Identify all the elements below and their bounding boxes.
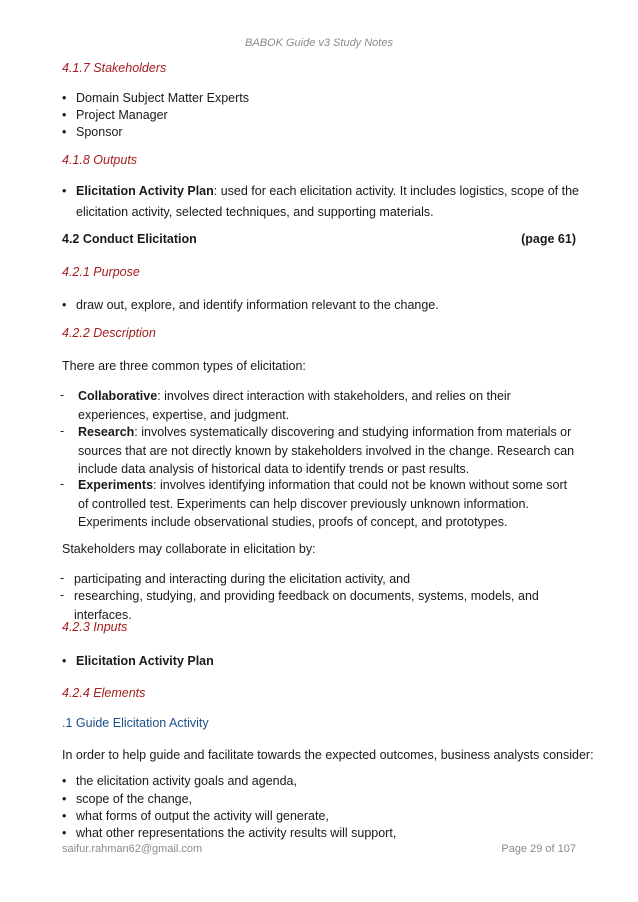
section-heading-4-2-2: 4.2.2 Description [62, 326, 156, 340]
list-item [62, 123, 582, 142]
section-heading-4-2-1: 4.2.1 Purpose [62, 265, 140, 279]
dash-marker: - [60, 477, 65, 491]
list-item [62, 772, 582, 791]
dash-marker: - [60, 588, 65, 602]
list-item-text: what other representations the activity results will support, [76, 826, 397, 840]
list-item-text: Project Manager [76, 108, 168, 122]
bullet-marker: • [62, 91, 67, 105]
paragraph: In order to help guide and facilitate towards the expected outcomes, business analysts consider: [62, 748, 594, 762]
list-item-text: Elicitation Activity Plan: used for each elicitation activity. It includes logistics, scope of the elicitation activity, selected techniques, and supporting materials. [76, 184, 579, 219]
section-heading-4-2 [62, 232, 576, 246]
bullet-marker: • [62, 809, 67, 823]
term: Elicitation Activity Plan [76, 654, 214, 668]
list-item [62, 824, 582, 843]
bullet-marker: • [62, 792, 67, 806]
list-item [62, 652, 582, 671]
list-item-text: researching, studying, and providing feedback on documents, systems, models, and interfaces. [74, 589, 539, 622]
term: Research [78, 425, 135, 439]
list-item-text [76, 652, 582, 671]
list-item-text: the elicitation activity goals and agenda, [76, 774, 297, 788]
bullet-marker: • [62, 125, 67, 139]
list-item-text: Sponsor [76, 125, 123, 139]
section-heading-4-2-4: 4.2.4 Elements [62, 686, 146, 700]
list-item-text: Collaborative: involves direct interaction with stakeholders, and relies on their experiences, expertise, and judgment. [78, 389, 511, 422]
dash-marker: - [60, 388, 65, 402]
section-title: 4.2 Conduct Elicitation [62, 232, 197, 246]
list-item-text: Experiments: involves identifying information that could not be known without some sort of controlled test. Experiments can help discover previously unknown information. Experiments include observational studies, proofs of concept, and prototypes. [78, 478, 568, 529]
running-header: BABOK Guide v3 Study Notes [245, 37, 393, 49]
dash-marker: - [60, 571, 65, 585]
footer-page-number: Page 29 of 107 [501, 843, 576, 855]
list-item [60, 423, 580, 479]
list-item-text: Domain Subject Matter Experts [76, 91, 249, 105]
list-item-text: participating and interacting during the elicitation activity, and [74, 572, 411, 586]
list-item-text: draw out, explore, and identify information relevant to the change. [76, 298, 439, 312]
list-item [60, 570, 580, 589]
page-reference: (page 61) [521, 232, 576, 246]
section-heading-4-1-7: 4.1.7 Stakeholders [62, 61, 167, 75]
bullet-marker: • [62, 184, 67, 198]
bullet-marker: • [62, 108, 67, 122]
section-heading-4-1-8: 4.1.8 Outputs [62, 153, 138, 167]
list-item [60, 387, 580, 424]
list-item-text: what forms of output the activity will generate, [76, 809, 329, 823]
paragraph: There are three common types of elicitation: [62, 359, 306, 373]
bullet-marker: • [62, 826, 67, 840]
list-item [60, 587, 580, 624]
footer-email: saifur.rahman62@gmail.com [62, 843, 203, 855]
bullet-marker: • [62, 654, 67, 668]
list-item-text: scope of the change, [76, 792, 193, 806]
term: Elicitation Activity Plan [76, 184, 214, 198]
section-heading-4-2-3: 4.2.3 Inputs [62, 620, 128, 634]
list-item-text: Research: involves systematically discovering and studying information from materials or sources that are not directly known by stakeholders involved in the change. Research can include data analysis of historical data to identify trends or past results. [78, 425, 575, 476]
subsection-heading: .1 Guide Elicitation Activity [62, 716, 209, 730]
bullet-marker: • [62, 774, 67, 788]
list-item [62, 296, 582, 315]
dash-marker: - [60, 424, 65, 438]
term: Collaborative [78, 389, 158, 403]
list-item [62, 181, 582, 223]
term: Experiments [78, 478, 154, 492]
list-item [60, 476, 580, 532]
paragraph: Stakeholders may collaborate in elicitation by: [62, 542, 316, 556]
bullet-marker: • [62, 298, 67, 312]
